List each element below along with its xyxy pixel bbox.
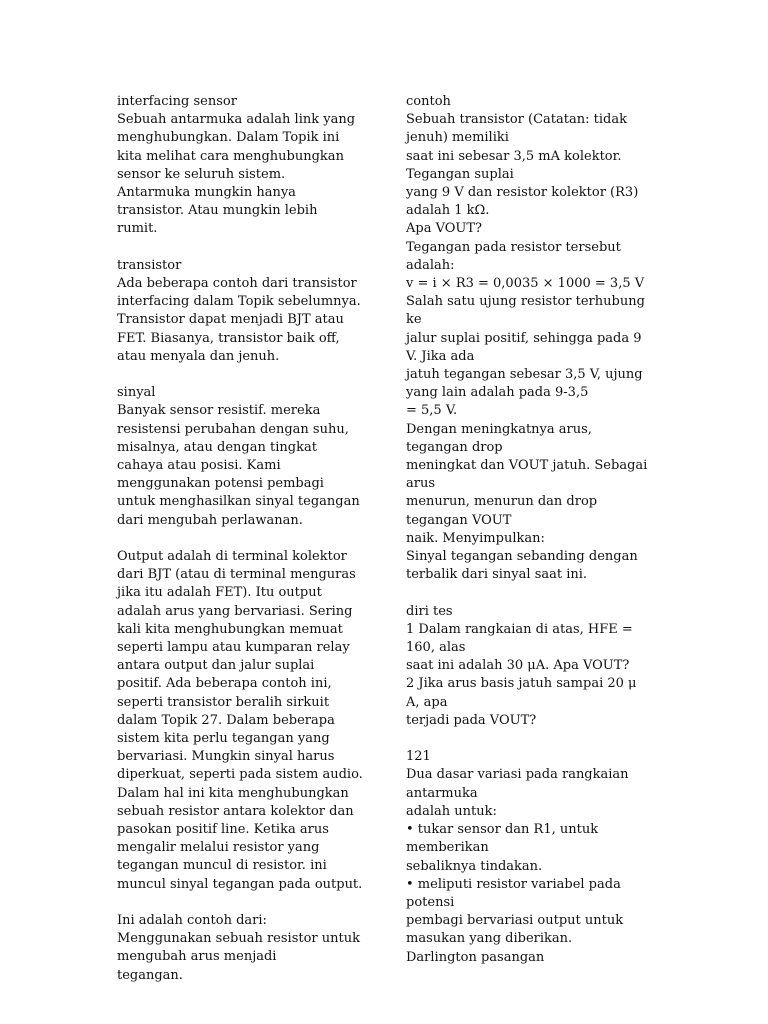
paragraph — [117, 384, 367, 530]
text-line: ke — [406, 312, 422, 328]
text-line: 160, alas — [406, 640, 466, 656]
text-line: rumit. — [117, 221, 158, 237]
paragraph — [117, 257, 367, 366]
text-line: tegangan. — [117, 967, 183, 983]
text-line: Transistor dapat menjadi BJT atau — [117, 312, 344, 328]
text-line: jenuh) memiliki — [406, 130, 509, 146]
text-line: • meliputi resistor variabel pada — [406, 876, 621, 892]
text-line: meningkat dan VOUT jatuh. Sebagai — [406, 458, 648, 474]
text-line: v = i × R3 = 0,0035 × 1000 = 3,5 V — [406, 276, 645, 292]
right-column — [406, 93, 646, 985]
text-line: menggunakan potensi pembagi — [117, 476, 324, 492]
text-line: = 5,5 V. — [406, 403, 458, 419]
text-line: seperti transistor beralih sirkuit — [117, 694, 330, 710]
section-heading: interfacing sensor — [117, 94, 237, 109]
text-line: Ada beberapa contoh dari transistor — [117, 276, 357, 292]
text-line: dari BJT (atau di terminal menguras — [117, 567, 356, 583]
text-line: Antarmuka mungkin hanya — [117, 185, 296, 201]
paragraph — [406, 748, 646, 966]
text-line: A, apa — [406, 694, 448, 710]
text-line: resistensi perubahan dengan suhu, — [117, 421, 349, 437]
text-line: transistor — [117, 257, 182, 273]
text-line: Sebuah antarmuka adalah link yang — [117, 112, 356, 128]
text-line: memberikan — [406, 840, 489, 856]
text-line: pembagi bervariasi output untuk — [406, 913, 624, 929]
text-line: naik. Menyimpulkan: — [406, 530, 545, 546]
text-line: potensi — [406, 894, 455, 910]
text-line: atau menyala dan jenuh. — [117, 348, 280, 364]
text-line: sistem kita perlu tegangan yang — [117, 731, 330, 747]
text-line: diperkuat, seperti pada sistem audio. — [117, 767, 363, 783]
text-line: kali kita menghubungkan memuat — [117, 621, 343, 637]
text-line: bervariasi. Mungkin sinyal harus — [117, 749, 335, 765]
text-line: V. Jika ada — [406, 348, 475, 364]
text-line: muncul sinyal tegangan pada output. — [117, 876, 363, 892]
text-line: Ini adalah contoh dari: — [117, 913, 267, 929]
text-line: yang lain adalah pada 9-3,5 — [406, 385, 589, 401]
text-line: mengubah arus menjadi — [117, 949, 277, 965]
text-line: Dua dasar variasi pada rangkaian — [406, 767, 629, 783]
text-line: terjadi pada VOUT? — [406, 712, 537, 728]
text-line: tegangan VOUT — [406, 512, 512, 528]
text-line: tegangan drop — [406, 439, 503, 455]
text-line: Dalam hal ini kita menghubungkan — [117, 785, 349, 801]
text-line: 2 Jika arus basis jatuh sampai 20 μ — [406, 676, 637, 692]
text-line: antara output dan jalur suplai — [117, 658, 315, 674]
paragraph — [406, 93, 646, 584]
text-line: sensor ke seluruh sistem. — [117, 166, 286, 182]
text-line: tegangan muncul di resistor. ini — [117, 858, 327, 874]
left-column — [117, 93, 367, 1003]
text-line: misalnya, atau dengan tingkat — [117, 439, 317, 455]
text-line: jalur suplai positif, sehingga pada 9 — [406, 330, 642, 346]
text-line: sebaliknya tindakan. — [406, 858, 543, 874]
text-line: terbalik dari sinyal saat ini. — [406, 567, 588, 583]
text-line: adalah: — [406, 257, 455, 273]
text-line: menurun, menurun dan drop — [406, 494, 598, 510]
text-line: untuk menghasilkan sinyal tegangan — [117, 494, 360, 510]
text-line: dalam Topik 27. Dalam beberapa — [117, 712, 335, 728]
text-line: kita melihat cara menghubungkan — [117, 148, 344, 164]
text-line: jika itu adalah FET). Itu output — [117, 585, 322, 601]
text-line: interfacing dalam Topik sebelumnya. — [117, 294, 361, 310]
text-line: dari mengubah perlawanan. — [117, 512, 303, 528]
paragraph — [117, 93, 367, 239]
text-line: FET. Biasanya, transistor baik off, — [117, 330, 340, 346]
text-line: Menggunakan sebuah resistor untuk — [117, 931, 360, 947]
text-line: cahaya atau posisi. Kami — [117, 458, 281, 474]
text-line: diri tes — [406, 603, 453, 619]
text-line: • tukar sensor dan R1, untuk — [406, 822, 599, 838]
text-line: sebuah resistor antara kolektor dan — [117, 803, 354, 819]
text-line: jatuh tegangan sebesar 3,5 V, ujung — [406, 367, 643, 383]
paragraph — [406, 603, 646, 730]
text-line: antarmuka — [406, 785, 478, 801]
text-line: pasokan positif line. Ketika arus — [117, 822, 329, 838]
text-line: adalah untuk: — [406, 803, 497, 819]
text-line: saat ini adalah 30 μA. Apa VOUT? — [406, 658, 630, 674]
text-line: 121 — [406, 749, 431, 765]
text-line: masukan yang diberikan. — [406, 931, 573, 947]
text-line: mengalir melalui resistor yang — [117, 840, 320, 856]
text-line: Output adalah di terminal kolektor — [117, 549, 347, 565]
text-line: adalah 1 kΩ. — [406, 203, 490, 219]
text-line: Tegangan pada resistor tersebut — [406, 239, 621, 255]
section-heading: contoh — [406, 94, 451, 109]
text-line: Dengan meningkatnya arus, — [406, 421, 592, 437]
text-line: adalah arus yang bervariasi. Sering — [117, 603, 353, 619]
text-line: Sebuah transistor (Catatan: tidak — [406, 112, 627, 128]
text-line: Salah satu ujung resistor terhubung — [406, 294, 645, 310]
text-line: 1 Dalam rangkaian di atas, HFE = — [406, 621, 633, 637]
text-line: menghubungkan. Dalam Topik ini — [117, 130, 340, 146]
paragraph — [117, 912, 367, 985]
text-line: transistor. Atau mungkin lebih — [117, 203, 318, 219]
text-line: Sinyal tegangan sebanding dengan — [406, 549, 638, 565]
text-line: sinyal — [117, 385, 156, 401]
text-line: Apa VOUT? — [406, 221, 483, 237]
text-line: Tegangan suplai — [406, 166, 514, 182]
text-line: arus — [406, 476, 436, 492]
text-line: positif. Ada beberapa contoh ini, — [117, 676, 332, 692]
text-line: yang 9 V dan resistor kolektor (R3) — [406, 185, 639, 201]
text-line: Banyak sensor resistif. mereka — [117, 403, 321, 419]
text-line: saat ini sebesar 3,5 mA kolektor. — [406, 148, 622, 164]
paragraph — [117, 548, 367, 894]
text-line: seperti lampu atau kumparan relay — [117, 640, 350, 656]
text-line: Darlington pasangan — [406, 949, 545, 965]
